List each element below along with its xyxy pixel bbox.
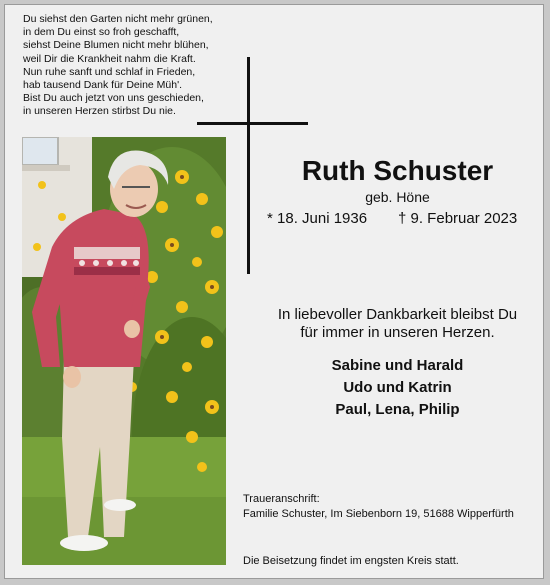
poem-line: Nun ruhe sanft und schlaf in Frieden, — [23, 65, 196, 78]
poem-line: weil Dir die Krankheit nahm die Kraft. — [23, 52, 196, 65]
birth-date: * 18. Juni 1936 — [267, 210, 368, 227]
portrait-illustration — [22, 137, 226, 565]
deceased-name: Ruth Schuster — [301, 155, 494, 186]
mourners-list — [255, 355, 540, 421]
dedication-text — [255, 306, 540, 342]
death-date: † 9. Februar 2023 — [398, 210, 518, 227]
portrait-photo — [22, 137, 226, 565]
poem-line: in dem Du einst so froh geschafft, — [23, 26, 180, 39]
obituary-card — [4, 4, 544, 579]
dedication-line: für immer in unseren Herzen. — [300, 324, 495, 341]
maiden-name: geb. Höne — [365, 189, 430, 205]
address-value: Familie Schuster, Im Siebenborn 19, 51688 Wipperfürth — [243, 508, 514, 520]
dedication-line: In liebevoller Dankbarkeit bleibst Du — [277, 306, 518, 323]
mourning-address — [243, 492, 543, 522]
poem-line: Du siehst den Garten nicht mehr grünen, — [23, 13, 213, 25]
mourner-family: Paul, Lena, Philip — [335, 401, 460, 418]
memorial-poem — [23, 13, 253, 119]
poem-line: siehst Deine Blumen nicht mehr blühen, — [23, 39, 209, 52]
address-label: Traueranschrift: — [243, 493, 320, 505]
mourner-family: Sabine und Harald — [331, 357, 464, 374]
poem-line: Bist Du auch jetzt von uns geschieden, — [23, 92, 204, 105]
cross-horizontal-bar — [197, 122, 308, 125]
poem-line: in unseren Herzen stirbst Du nie. — [23, 105, 176, 118]
cross-vertical-bar — [247, 57, 250, 274]
mourner-family: Udo und Katrin — [343, 379, 452, 396]
poem-line: hab tausend Dank für Deine Müh'. — [23, 79, 183, 92]
funeral-note: Die Beisetzung findet im engsten Kreis statt. — [243, 555, 459, 567]
